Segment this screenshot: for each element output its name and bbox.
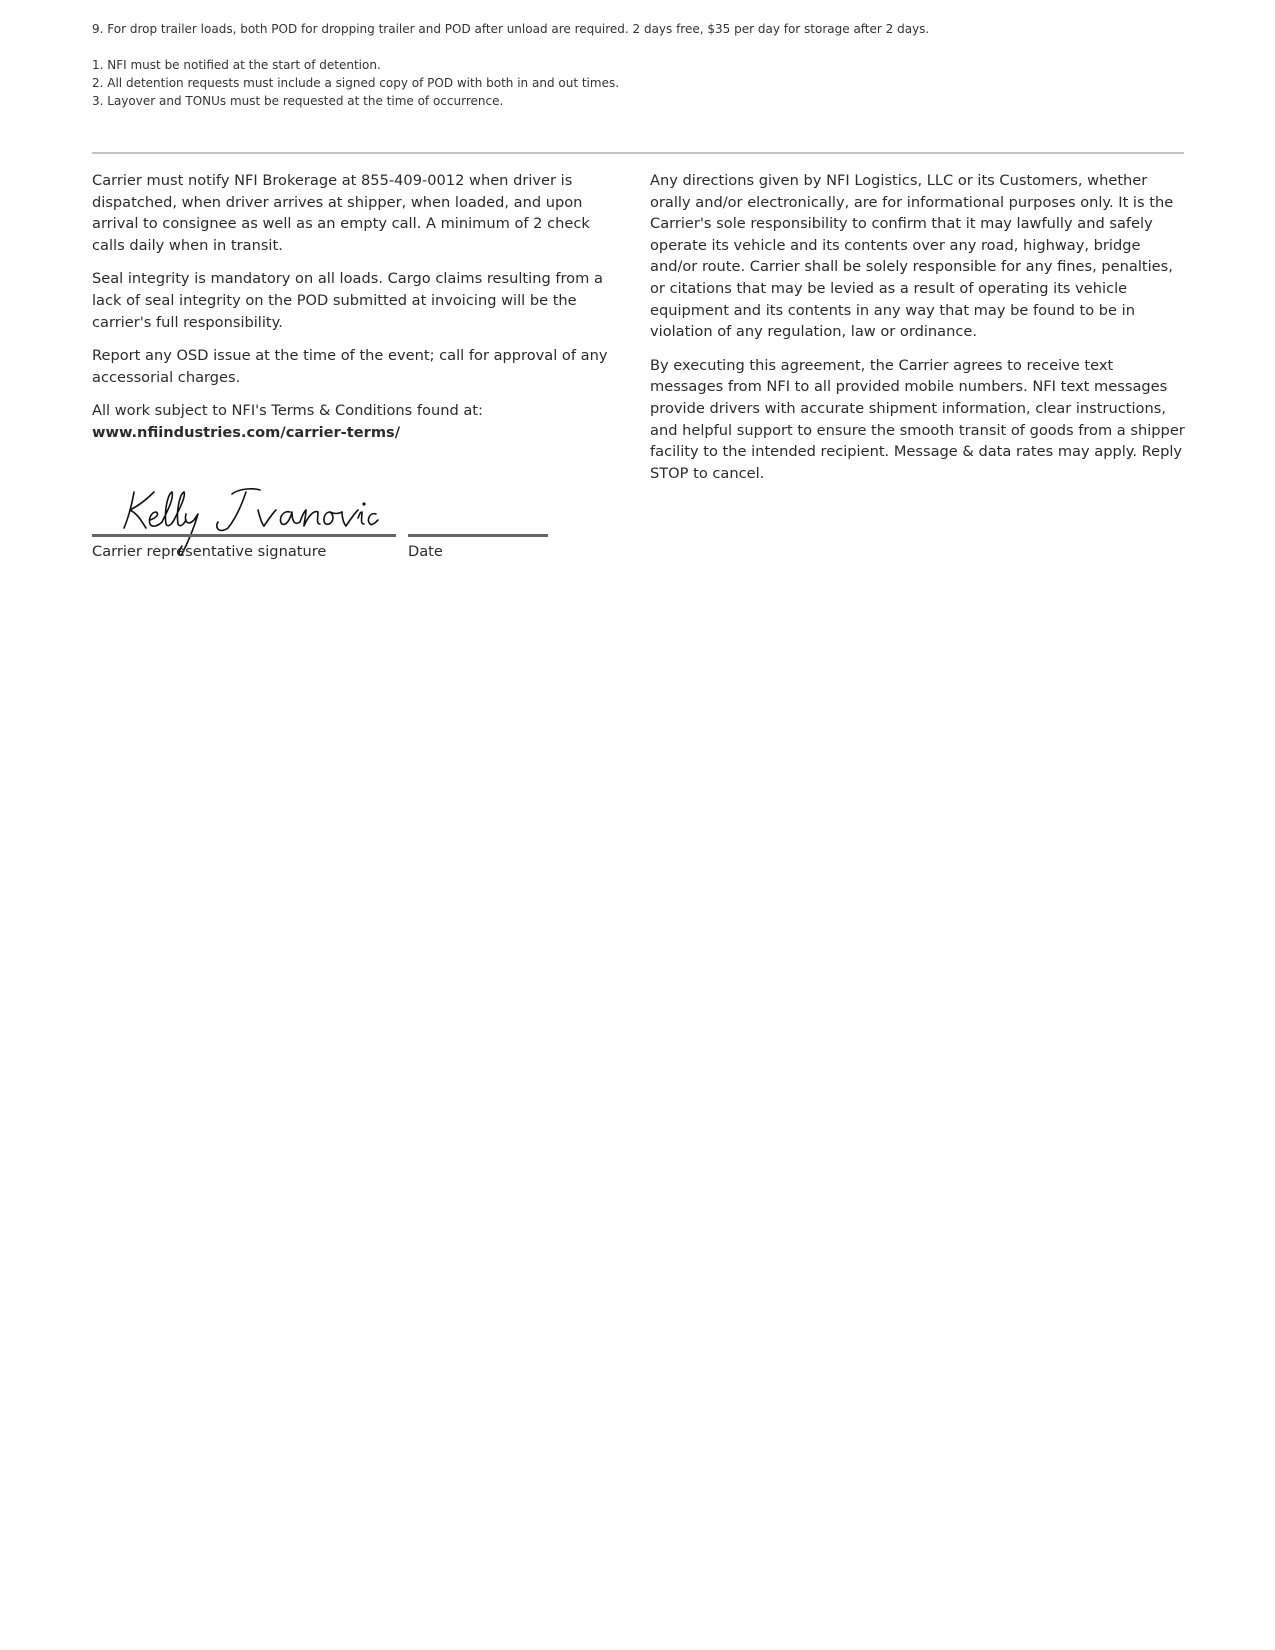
seal-integrity-paragraph: Seal integrity is mandatory on all loads. Cargo claims resulting from a lack of seal integrity on the POD submitted at invoicing will be the carrier's full responsibility. <box>92 270 603 331</box>
detention-rule-3: 3. Layover and TONUs must be requested at the time of occurrence. <box>92 94 504 108</box>
terms-paragraph <box>92 400 622 443</box>
signature-line[interactable] <box>92 534 396 537</box>
directions-paragraph: Any directions given by NFI Logistics, LLC or its Customers, whether orally and/or electronically, are for informational purposes only. It is the Carrier's sole responsibility to confirm that it may lawfully and safely operate its vehicle and its contents over any road, highway, bridge and/or route. Carrier shall be solely responsible for any fines, penalties, or citations that may be levied as a result of operating its vehicle equipment and its contents in any way that may be found to be in violation of any regulation, law or ordinance. <box>650 172 1174 341</box>
signature-label: Carrier representative signature <box>92 543 327 560</box>
right-terms-column <box>650 170 1190 496</box>
left-terms-column <box>92 170 622 456</box>
text-message-paragraph: By executing this agreement, the Carrier agrees to receive text messages from NFI to all provided mobile numbers. NFI text messages provide drivers with accurate shipment information, clear instructions, and helpful support to ensure the smooth transit of goods from a shipper facility to the intended recipient. Message & data rates may apply. Reply STOP to cancel. <box>650 356 1185 482</box>
check-call-paragraph: Carrier must notify NFI Brokerage at 855-409-0012 when driver is dispatched, when driver arrives at shipper, when loaded, and upon arrival to consignee as well as an empty call. A minimum of 2 check calls daily when in transit. <box>92 172 590 254</box>
osd-paragraph: Report any OSD issue at the time of the event; call for approval of any accessorial charges. <box>92 347 608 386</box>
detention-rule-1: 1. NFI must be notified at the start of detention. <box>92 58 381 72</box>
drop-trailer-note: 9. For drop trailer loads, both POD for dropping trailer and POD after unload are required. 2 days free, $35 per day for storage after 2 days. <box>92 22 930 36</box>
section-divider <box>92 152 1184 154</box>
terms-link[interactable]: www.nfiindustries.com/carrier-terms/ <box>92 423 401 441</box>
terms-text: All work subject to NFI's Terms & Conditions found at: <box>92 402 483 420</box>
date-label: Date <box>408 543 443 560</box>
date-line[interactable] <box>408 534 548 537</box>
detention-rule-2: 2. All detention requests must include a signed copy of POD with both in and out times. <box>92 76 620 90</box>
signature-block <box>92 470 552 570</box>
